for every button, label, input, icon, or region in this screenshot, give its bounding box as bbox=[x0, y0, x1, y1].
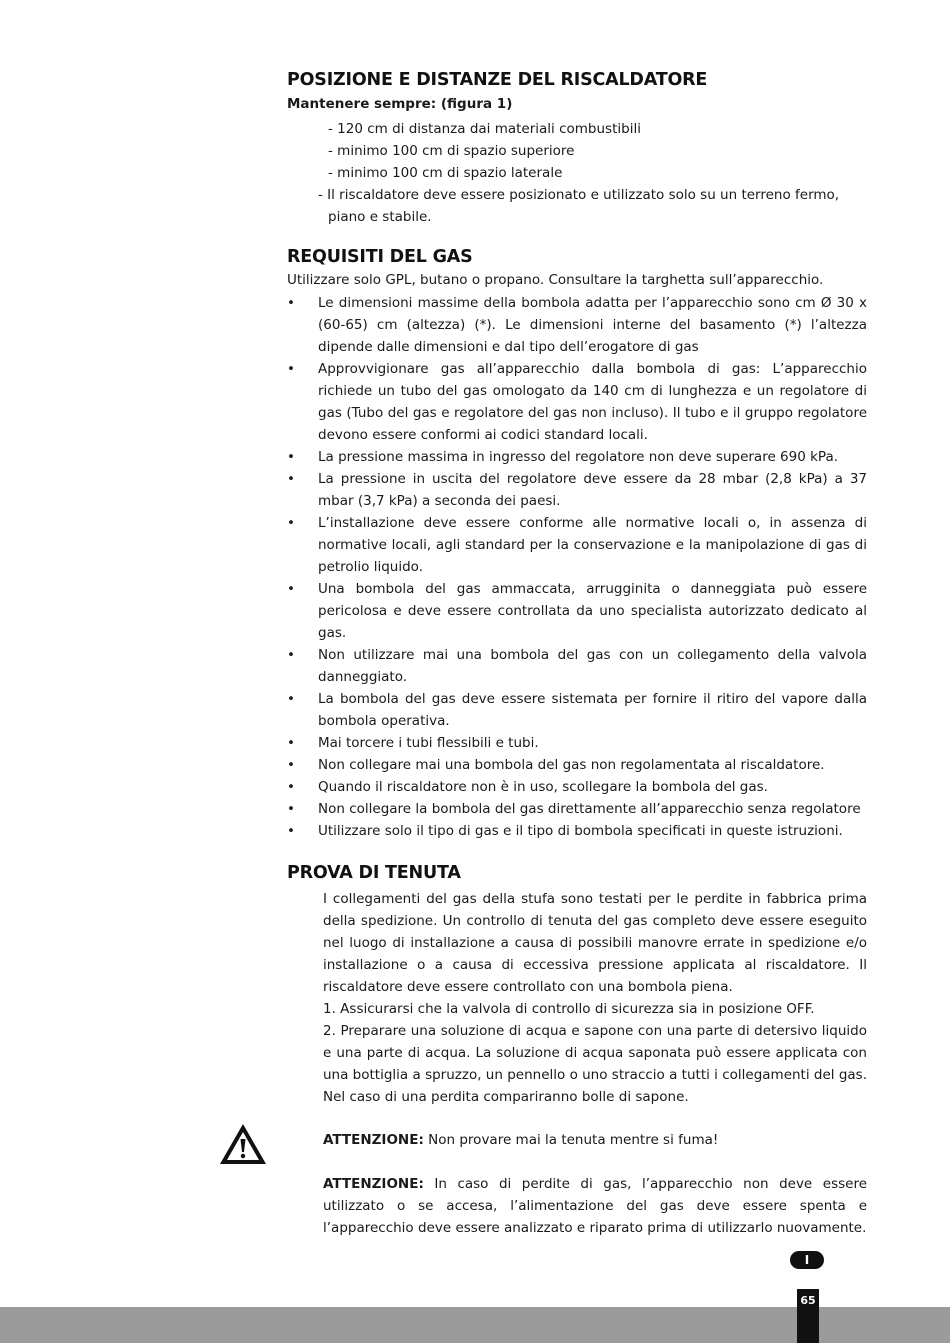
section-title-gas: REQUISITI DEL GAS bbox=[287, 247, 473, 267]
gas-intro: Utilizzare solo GPL, butano o propano. Consultare la targhetta sull’apparecchio. bbox=[287, 272, 824, 288]
paragraph: I collegamenti del gas della stufa sono testati per le perdite in fabbrica prima della spedizione. Un controllo di tenuta del gas completo deve essere eseguito nel luogo di installazione a causa di possibili manovre errate in spedizione e/o installazione o a causa di eccessiva pressione applicata al riscaldatore. Il riscaldatore deve essere controllato con una bombola piena. bbox=[323, 891, 867, 995]
list-item bbox=[287, 732, 867, 754]
bullet-icon: • bbox=[287, 779, 295, 795]
bullet-icon: • bbox=[287, 361, 295, 377]
list-item bbox=[287, 688, 867, 732]
list-item bbox=[287, 468, 867, 512]
bullet-icon: • bbox=[287, 581, 295, 597]
list-item-text: Una bombola del gas ammaccata, arrugginita o danneggiata può essere pericolosa e deve essere controllata da uno specialista autorizzato dedicato al gas. bbox=[318, 581, 867, 641]
section-title-leak-test: PROVA DI TENUTA bbox=[287, 863, 461, 883]
list-item-text: La bombola del gas deve essere sistemata per fornire il ritiro del vapore dalla bombola operativa. bbox=[318, 691, 867, 729]
section-title-position: POSIZIONE E DISTANZE DEL RISCALDATORE bbox=[287, 70, 708, 90]
list-item: - Il riscaldatore deve essere posizionato e utilizzato solo su un terreno fermo, piano e stabile. bbox=[318, 187, 840, 225]
bullet-icon: • bbox=[287, 515, 295, 531]
list-item: - minimo 100 cm di spazio superiore bbox=[328, 143, 575, 159]
warning-2 bbox=[323, 1173, 867, 1239]
list-item: - 120 cm di distanza dai materiali combustibili bbox=[328, 121, 641, 137]
bullet-icon: • bbox=[287, 449, 295, 465]
list-item-text: Non collegare mai una bombola del gas non regolamentata al riscaldatore. bbox=[318, 757, 825, 773]
warning-triangle-icon bbox=[218, 1122, 268, 1166]
bullet-icon: • bbox=[287, 295, 295, 311]
list-item-text: Quando il riscaldatore non è in uso, scollegare la bombola del gas. bbox=[318, 779, 768, 795]
bullet-icon: • bbox=[287, 823, 295, 839]
list-item-text: L’installazione deve essere conforme alle normative locali o, in assenza di normative locali, agli standard per la conservazione e la manipolazione di gas di petrolio liquido. bbox=[318, 515, 867, 575]
gas-requirements-list bbox=[287, 292, 867, 842]
list-item bbox=[287, 292, 867, 358]
list-item bbox=[287, 644, 867, 688]
list-item bbox=[287, 512, 867, 578]
paragraph: 2. Preparare una soluzione di acqua e sapone con una parte di detersivo liquido e una parte di acqua. La soluzione di acqua saponata può essere applicata con una bottiglia a spruzzo, un pennello o uno straccio a tutti i collegamenti del gas. Nel caso di una perdita compariranno bolle di sapone. bbox=[323, 1023, 867, 1105]
leak-test-body bbox=[323, 888, 867, 1108]
list-item bbox=[287, 776, 867, 798]
paragraph: 1. Assicurarsi che la valvola di controllo di sicurezza sia in posizione OFF. bbox=[323, 1001, 815, 1017]
position-subtitle: Mantenere sempre: (figura 1) bbox=[287, 96, 513, 112]
bullet-icon: • bbox=[287, 471, 295, 487]
distance-list bbox=[318, 118, 873, 228]
list-item-text: Utilizzare solo il tipo di gas e il tipo di bombola specificati in queste istruzioni. bbox=[318, 823, 843, 839]
page-number: 65 bbox=[797, 1289, 819, 1343]
bullet-icon: • bbox=[287, 647, 295, 663]
list-item-text: Mai torcere i tubi flessibili e tubi. bbox=[318, 735, 539, 751]
bullet-icon: • bbox=[287, 691, 295, 707]
list-item-text: La pressione in uscita del regolatore deve essere da 28 mbar (2,8 kPa) a 37 mbar (3,7 kPa) a seconda dei paesi. bbox=[318, 471, 867, 509]
list-item-text: Approvvigionare gas all’apparecchio dalla bombola di gas: L’apparecchio richiede un tubo del gas omologato da 140 cm di lunghezza e un regolatore di gas (Tubo del gas e regolatore del gas non incluso). Il tubo e il gruppo regolatore devono essere conformi ai codici standard locali. bbox=[318, 361, 867, 443]
warning-label: ATTENZIONE: bbox=[323, 1176, 424, 1192]
list-item bbox=[287, 798, 867, 820]
warning-1 bbox=[323, 1129, 867, 1151]
list-item-text: Non collegare la bombola del gas direttamente all’apparecchio senza regolatore bbox=[318, 801, 861, 817]
warning-text: Non provare mai la tenuta mentre si fuma! bbox=[423, 1132, 719, 1148]
list-item: - minimo 100 cm di spazio laterale bbox=[328, 165, 563, 181]
list-item-text: Non utilizzare mai una bombola del gas con un collegamento della valvola danneggiato. bbox=[318, 647, 867, 685]
warning-text: In caso di perdite di gas, l’apparecchio non deve essere utilizzato o se accesa, l’alimentazione del gas deve essere spenta e l’apparecchio deve essere analizzato e riparato prima di utilizzarlo nuovamente. bbox=[323, 1176, 867, 1236]
list-item-text: La pressione massima in ingresso del regolatore non deve superare 690 kPa. bbox=[318, 449, 839, 465]
bullet-icon: • bbox=[287, 801, 295, 817]
list-item-text: Le dimensioni massime della bombola adatta per l’apparecchio sono cm Ø 30 x (60-65) cm (altezza) (*). Le dimensioni interne del basamento (*) l’altezza dipende dalle dimensioni e dal tipo dell’erogatore di gas bbox=[318, 295, 867, 355]
list-item bbox=[287, 358, 867, 446]
list-item bbox=[287, 820, 867, 842]
list-item bbox=[287, 446, 867, 468]
warning-label: ATTENZIONE: bbox=[323, 1132, 424, 1148]
language-badge: I bbox=[790, 1251, 824, 1269]
bullet-icon: • bbox=[287, 757, 295, 773]
bullet-icon: • bbox=[287, 735, 295, 751]
list-item bbox=[287, 578, 867, 644]
list-item bbox=[287, 754, 867, 776]
